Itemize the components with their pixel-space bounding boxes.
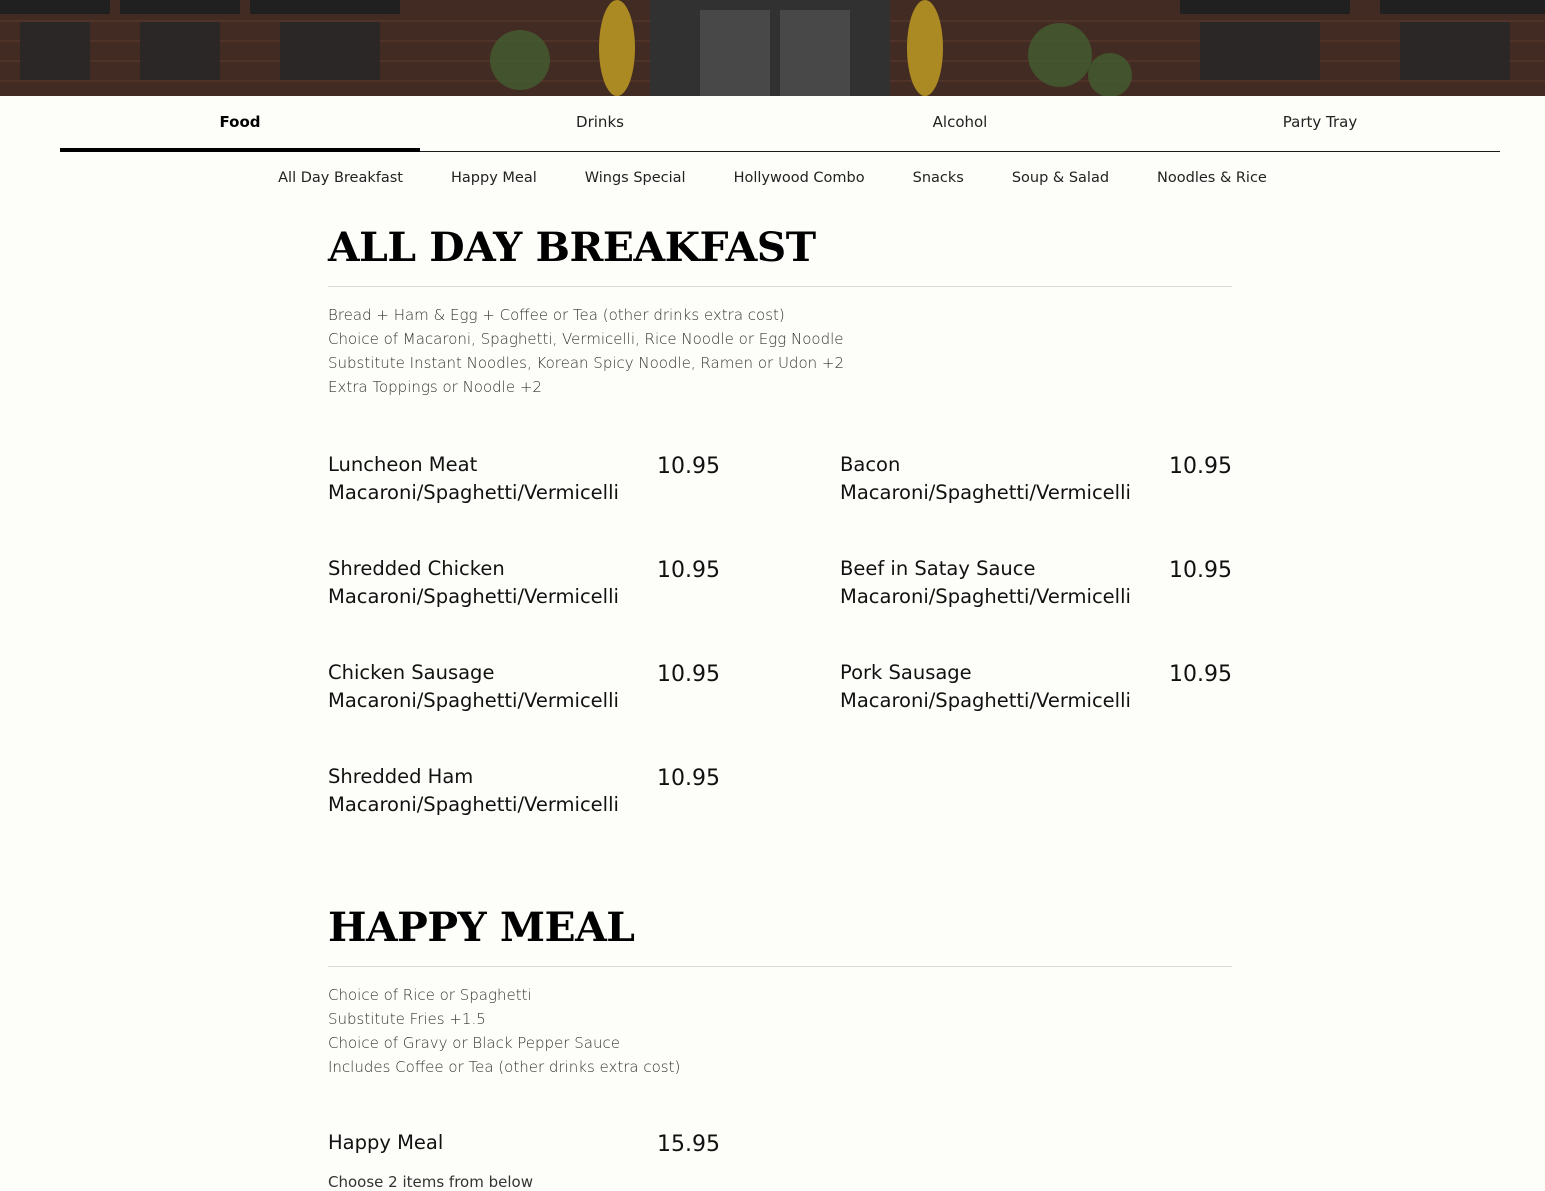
item-name: Shredded Ham bbox=[328, 765, 474, 788]
subnav-all-day-breakfast[interactable]: All Day Breakfast bbox=[278, 170, 403, 186]
item-subtitle: Macaroni/Spaghetti/Vermicelli bbox=[328, 585, 619, 608]
description-line: Choice of Rice or Spaghetti bbox=[328, 986, 532, 1004]
item-price: 10.95 bbox=[657, 662, 720, 687]
hero-banner bbox=[0, 0, 1545, 96]
subnav-wings-special[interactable]: Wings Special bbox=[584, 170, 686, 186]
description-line: Substitute Instant Noodles, Korean Spicy Noodle, Ramen or Udon +2 bbox=[328, 354, 845, 372]
item-price: 10.95 bbox=[657, 766, 720, 791]
menu-item[interactable] bbox=[328, 659, 720, 715]
description-line: Substitute Fries +1.5 bbox=[328, 1010, 486, 1028]
item-subtitle: Macaroni/Spaghetti/Vermicelli bbox=[328, 481, 619, 504]
item-subtitle: Macaroni/Spaghetti/Vermicelli bbox=[840, 585, 1131, 608]
menu-item[interactable] bbox=[840, 555, 1232, 611]
item-subtitle: Macaroni/Spaghetti/Vermicelli bbox=[840, 481, 1131, 504]
item-subtitle: Macaroni/Spaghetti/Vermicelli bbox=[328, 689, 619, 712]
subnav-noodles-rice[interactable]: Noodles & Rice bbox=[1157, 170, 1267, 186]
section-title: ALL DAY BREAKFAST bbox=[328, 224, 816, 271]
tab-alcohol[interactable]: Alcohol bbox=[932, 112, 988, 131]
tab-drinks[interactable]: Drinks bbox=[576, 112, 624, 131]
item-name: Pork Sausage bbox=[840, 661, 972, 684]
item-text bbox=[328, 555, 619, 611]
menu-item[interactable] bbox=[840, 451, 1232, 507]
menu-item[interactable] bbox=[328, 555, 720, 611]
subnav-happy-meal[interactable]: Happy Meal bbox=[451, 170, 537, 186]
item-name: Bacon bbox=[840, 453, 901, 476]
subnav-soup-salad[interactable]: Soup & Salad bbox=[1011, 170, 1110, 186]
item-text bbox=[840, 555, 1131, 611]
description-line: Bread + Ham & Egg + Coffee or Tea (other drinks extra cost) bbox=[328, 306, 785, 324]
item-name: Shredded Chicken bbox=[328, 557, 505, 580]
item-price: 10.95 bbox=[657, 454, 720, 479]
item-price: 10.95 bbox=[657, 558, 720, 583]
description-line: Choice of Macaroni, Spaghetti, Vermicelli, Rice Noodle or Egg Noodle bbox=[328, 330, 844, 348]
item-name: Happy Meal bbox=[328, 1131, 444, 1154]
item-note: Choose 2 items from below bbox=[328, 1173, 533, 1191]
item-subtitle: Macaroni/Spaghetti/Vermicelli bbox=[840, 689, 1131, 712]
item-subtitle: Macaroni/Spaghetti/Vermicelli bbox=[328, 793, 619, 816]
item-name: Luncheon Meat bbox=[328, 453, 478, 476]
section-all-day-breakfast bbox=[328, 218, 1232, 819]
menu-item[interactable] bbox=[328, 763, 720, 819]
menu-items-grid bbox=[328, 451, 1232, 819]
item-text bbox=[328, 659, 619, 715]
description-line: Includes Coffee or Tea (other drinks extra cost) bbox=[328, 1058, 681, 1076]
tab-party-tray[interactable]: Party Tray bbox=[1282, 112, 1358, 131]
tab-food[interactable]: Food bbox=[60, 96, 420, 151]
section-happy-meal bbox=[328, 898, 1232, 1191]
item-text bbox=[328, 451, 619, 507]
section-title: HAPPY MEAL bbox=[328, 904, 635, 951]
sub-category-nav bbox=[0, 152, 1545, 204]
item-name: Chicken Sausage bbox=[328, 661, 495, 684]
section-description bbox=[328, 303, 1232, 399]
item-price: 10.95 bbox=[1169, 454, 1232, 479]
subnav-hollywood-combo[interactable]: Hollywood Combo bbox=[733, 170, 865, 186]
subnav-snacks[interactable]: Snacks bbox=[912, 170, 964, 186]
storefront-image bbox=[0, 0, 1545, 96]
menu-item[interactable] bbox=[840, 659, 1232, 715]
item-price: 10.95 bbox=[1169, 662, 1232, 687]
main-category-tabs bbox=[60, 96, 1500, 152]
menu-items-grid bbox=[328, 1129, 1232, 1191]
item-text bbox=[840, 451, 1131, 507]
item-name: Beef in Satay Sauce bbox=[840, 557, 1036, 580]
description-line: Choice of Gravy or Black Pepper Sauce bbox=[328, 1034, 620, 1052]
section-description bbox=[328, 983, 1232, 1079]
section-divider bbox=[328, 286, 1232, 287]
menu-item[interactable] bbox=[328, 451, 720, 507]
item-header bbox=[328, 1129, 720, 1161]
item-text bbox=[328, 763, 619, 819]
item-price: 10.95 bbox=[1169, 558, 1232, 583]
menu-item[interactable] bbox=[328, 1129, 720, 1191]
description-line: Extra Toppings or Noodle +2 bbox=[328, 378, 542, 396]
section-divider bbox=[328, 966, 1232, 967]
item-text bbox=[840, 659, 1131, 715]
item-price: 15.95 bbox=[657, 1132, 720, 1157]
